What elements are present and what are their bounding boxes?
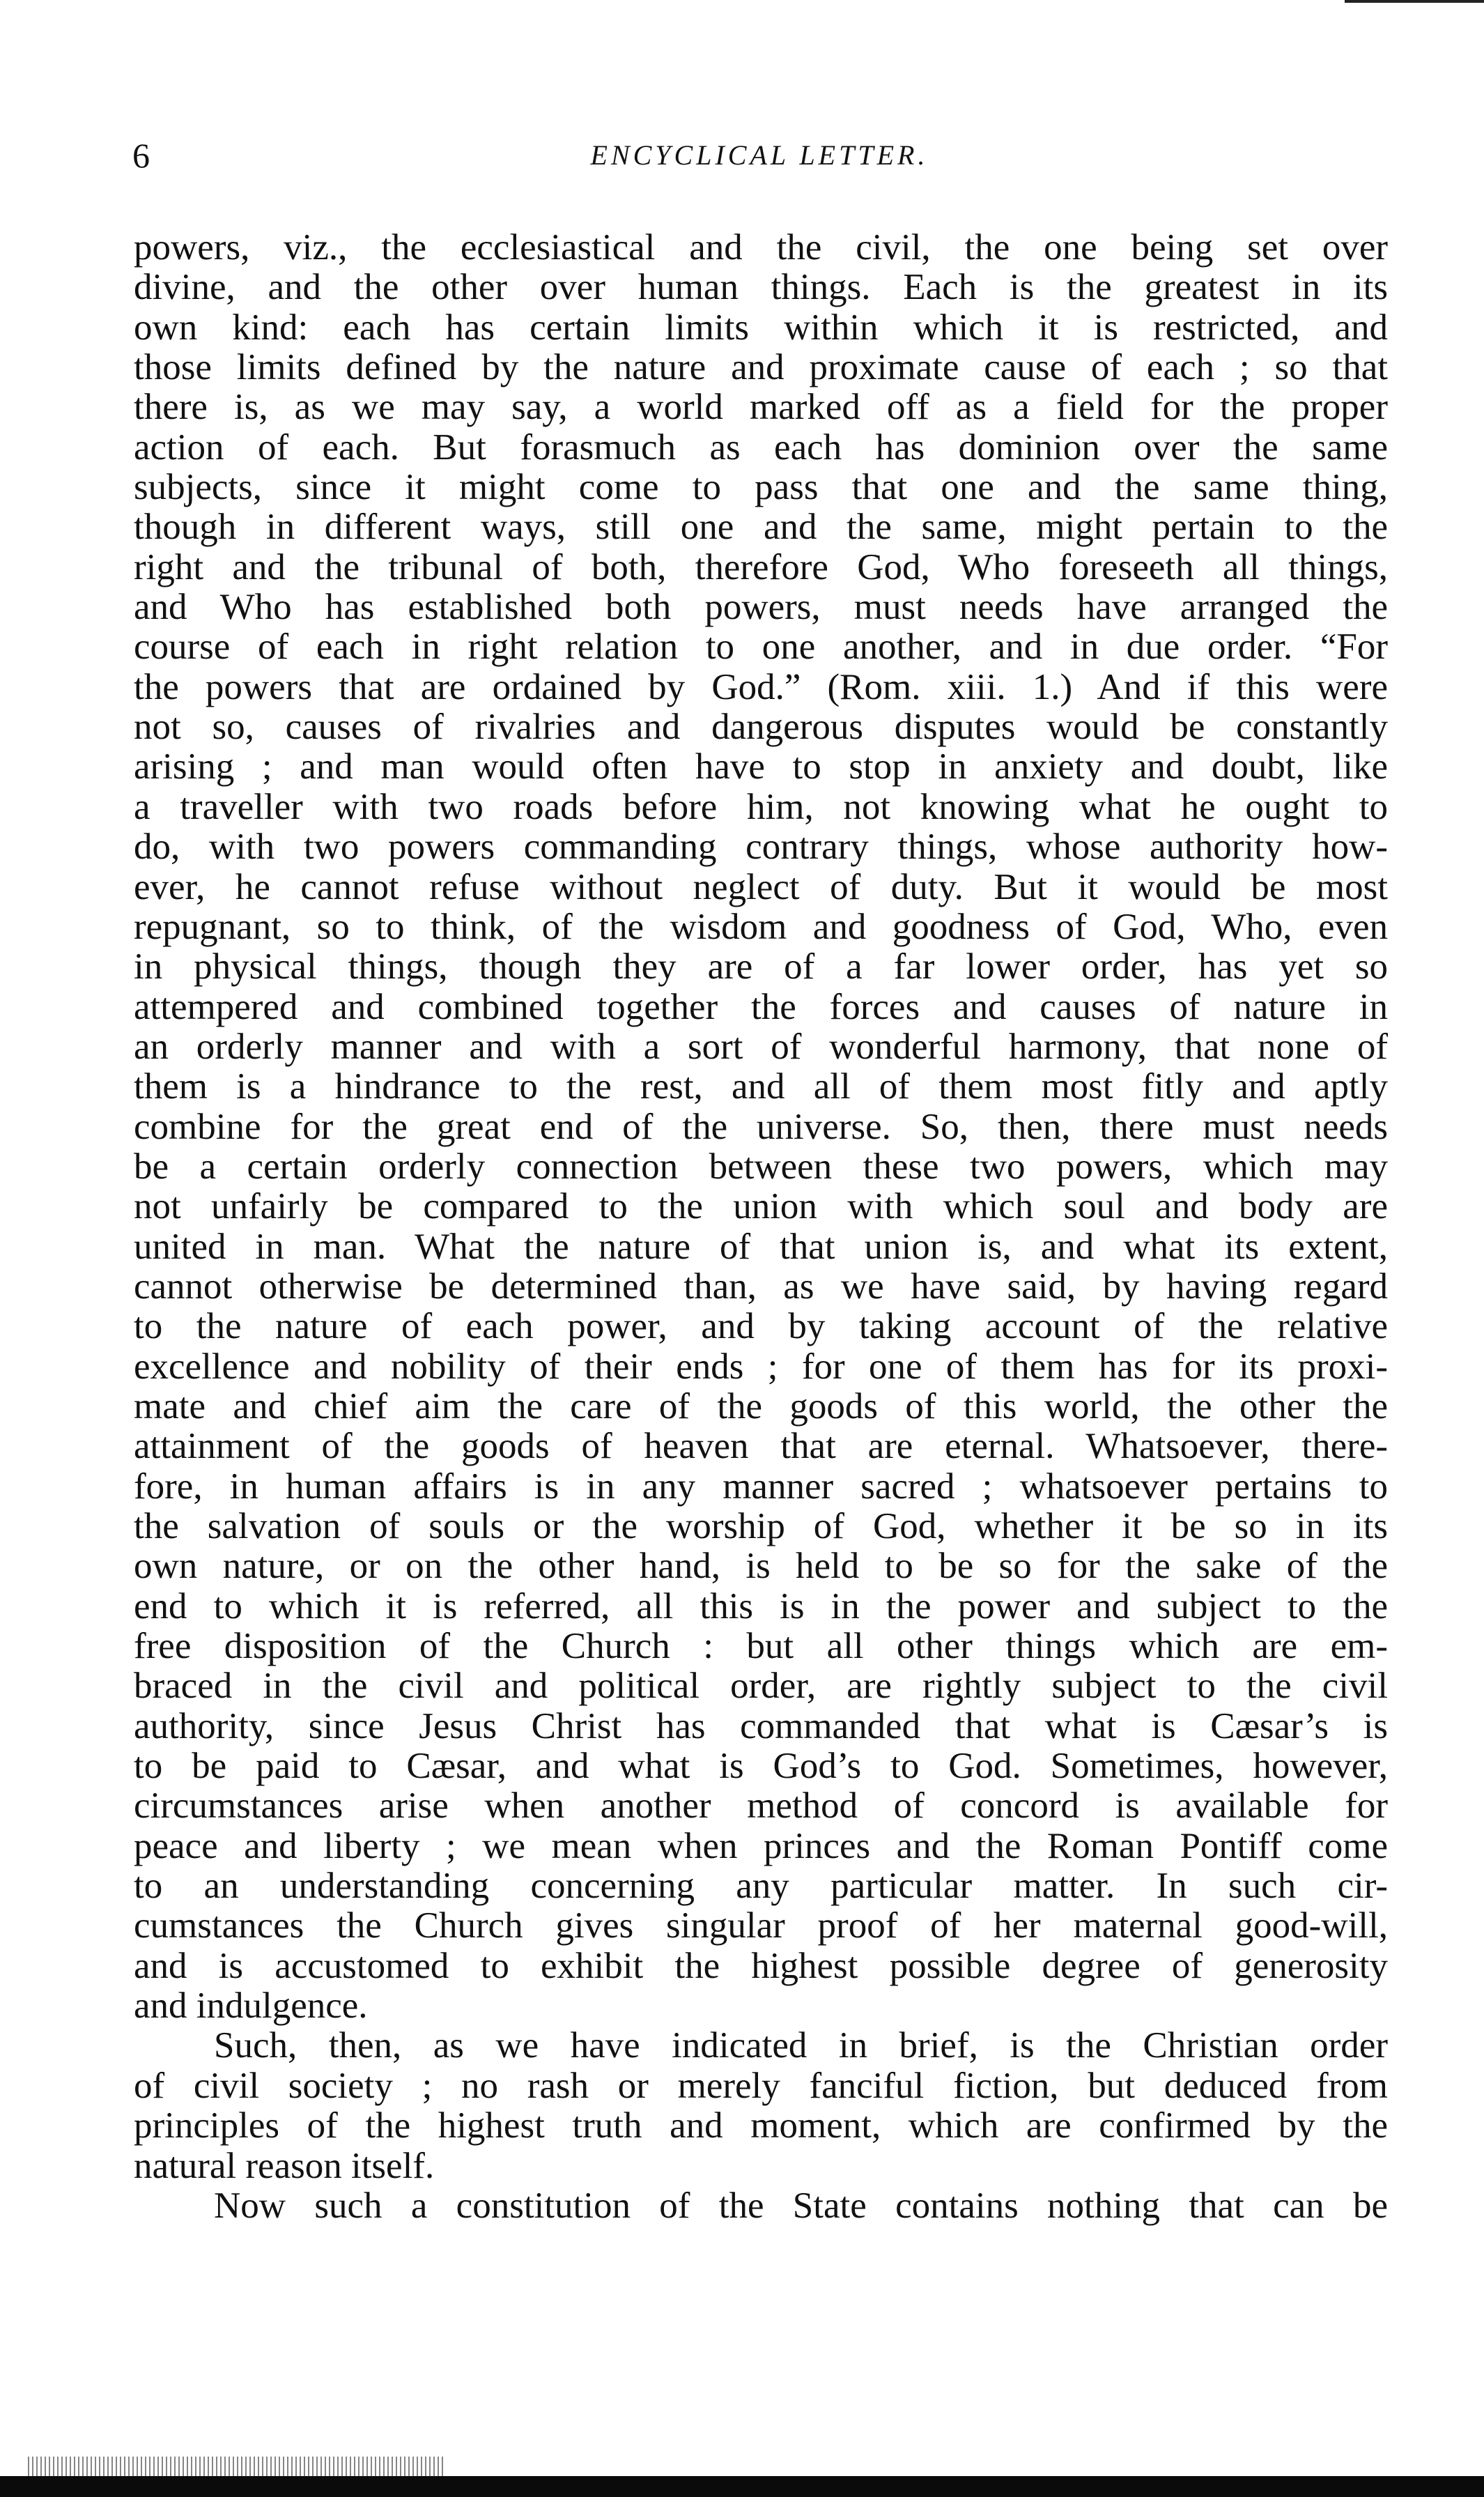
text-line: not unfairly be compared to the union with which soul and body are	[134, 1187, 1388, 1227]
text-line: own kind: each has certain limits within which it is restricted, and	[134, 307, 1388, 348]
paragraph-3	[134, 2186, 1388, 2226]
top-edge-rule	[1345, 0, 1484, 3]
page-number: 6	[132, 136, 150, 175]
text-line: attainment of the goods of heaven that are eternal. Whatsoever, there-	[134, 1427, 1388, 1467]
text-line: to the nature of each power, and by taking account of the relative	[134, 1307, 1388, 1347]
text-line: them is a hindrance to the rest, and all of them most fitly and aptly	[134, 1067, 1388, 1107]
body-text	[134, 228, 1388, 2226]
text-line: of civil society ; no rash or merely fanciful fiction, but deduced from	[134, 2066, 1388, 2106]
text-line: though in different ways, still one and the same, might pertain to the	[134, 507, 1388, 548]
text-line: peace and liberty ; we mean when princes and the Roman Pontiff come	[134, 1826, 1388, 1866]
paragraph-1	[134, 228, 1388, 2026]
text-line: Such, then, as we have indicated in brief, is the Christian order	[214, 2026, 1388, 2066]
text-line: attempered and combined together the forces and causes of nature in	[134, 987, 1388, 1027]
text-line: natural reason itself.	[134, 2146, 435, 2186]
text-line: the salvation of souls or the worship of God, whether it be so in its	[134, 1507, 1388, 1546]
text-line: an orderly manner and with a sort of wonderful harmony, that none of	[134, 1027, 1388, 1067]
text-line: a traveller with two roads before him, not knowing what he ought to	[134, 787, 1388, 827]
text-line: the powers that are ordained by God.” (Rom. xiii. 1.) And if this were	[134, 667, 1388, 707]
text-line: mate and chief aim the care of the goods of this world, the other the	[134, 1386, 1388, 1427]
text-line: those limits defined by the nature and proximate cause of each ; so that	[134, 348, 1388, 388]
text-line: and Who has established both powers, must needs have arranged the	[134, 587, 1388, 628]
text-line: Now such a constitution of the State contains nothing that can be	[214, 2185, 1388, 2226]
text-line: end to which it is referred, all this is in the power and subject to the	[134, 1586, 1388, 1627]
text-line: combine for the great end of the universe. So, then, there must needs	[134, 1107, 1388, 1147]
text-line: not so, causes of rivalries and dangerous disputes would be constantly	[134, 707, 1388, 748]
text-line: arising ; and man would often have to stop in anxiety and doubt, like	[134, 747, 1388, 787]
text-line: to be paid to Cæsar, and what is God’s to God. Sometimes, however,	[134, 1746, 1388, 1787]
text-line: to an understanding concerning any particular matter. In such cir-	[134, 1866, 1388, 1907]
text-line: there is, as we may say, a world marked off as a field for the proper	[134, 387, 1388, 428]
text-line: fore, in human affairs is in any manner sacred ; whatsoever pertains to	[134, 1466, 1388, 1507]
text-line: subjects, since it might come to pass that one and the same thing,	[134, 468, 1388, 508]
text-line: right and the tribunal of both, therefore God, Who foreseeth all things,	[134, 547, 1388, 587]
text-line: powers, viz., the ecclesiastical and the civil, the one being set over	[134, 228, 1388, 268]
text-line: be a certain orderly connection between these two powers, which may	[134, 1146, 1388, 1187]
text-line: authority, since Jesus Christ has commanded that what is Cæsar’s is	[134, 1706, 1388, 1746]
text-line: own nature, or on the other hand, is held to be so for the sake of the	[134, 1546, 1388, 1587]
text-line: in physical things, though they are of a far lower order, has yet so	[134, 947, 1388, 988]
text-line: united in man. What the nature of that union is, and what its extent,	[134, 1227, 1388, 1267]
text-line: repugnant, so to think, of the wisdom and goodness of God, Who, even	[134, 907, 1388, 947]
text-line: course of each in right relation to one another, and in due order. “For	[134, 627, 1388, 668]
text-line: divine, and the other over human things. Each is the greatest in its	[134, 268, 1388, 308]
text-line: action of each. But forasmuch as each has dominion over the same	[134, 427, 1388, 468]
text-line: free disposition of the Church : but all other things which are em-	[134, 1627, 1388, 1667]
page-header	[132, 131, 1386, 180]
text-line: excellence and nobility of their ends ; for one of them has for its proxi-	[134, 1346, 1388, 1387]
text-line: braced in the civil and political order, are rightly subject to the civil	[134, 1666, 1388, 1707]
running-title: ENCYCLICAL LETTER.	[590, 139, 929, 171]
text-line: circumstances arise when another method of concord is available for	[134, 1786, 1388, 1827]
text-line: principles of the highest truth and moment, which are confirmed by the	[134, 2106, 1388, 2146]
scan-bottom-edge	[0, 2476, 1484, 2497]
text-line: and is accustomed to exhibit the highest possible degree of generosity	[134, 1946, 1388, 1986]
text-line: cannot otherwise be determined than, as we have said, by having regard	[134, 1266, 1388, 1307]
text-line: and indulgence.	[134, 1986, 368, 2027]
text-line: cumstances the Church gives singular proof of her maternal good-will,	[134, 1906, 1388, 1946]
paragraph-2	[134, 2026, 1388, 2185]
text-line: do, with two powers commanding contrary things, whose authority how-	[134, 827, 1388, 868]
text-line: ever, he cannot refuse without neglect of duty. But it would be most	[134, 867, 1388, 907]
